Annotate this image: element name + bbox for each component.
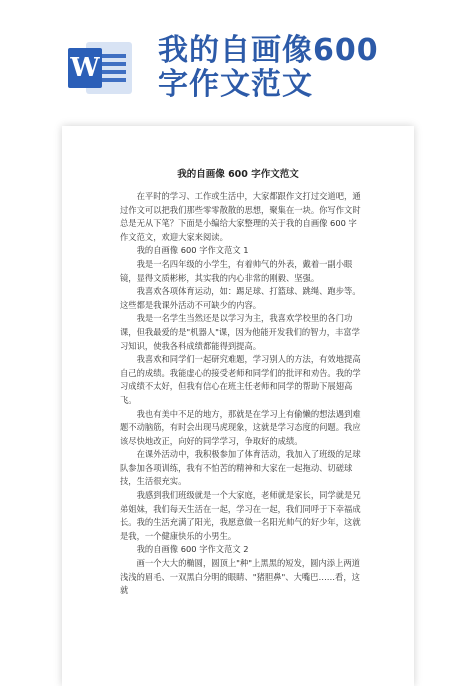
section-heading: 我的自画像 600 字作文范文 1 (136, 245, 249, 256)
paragraph: 我是一名学生当然还是以学习为主，我喜欢学校里的各门功课，但我最爱的是"机器人"课，因为他能开发我们的智力，丰富学习知识，使我各科成绩都能得到提高。 (120, 313, 360, 351)
document-title: 我的自画像 600 字作文范文 (177, 169, 299, 180)
word-icon-line (102, 78, 126, 82)
document-page (62, 126, 414, 686)
paragraph: 我也有美中不足的地方，那就是在学习上有偷懒的想法遇到难题不动脑筋，有时会出现马虎现象，这就是学习态度的问题。我应该尽快地改正，向好的同学学习，争取好的成绩。 (120, 408, 361, 446)
word-icon-line (102, 70, 126, 74)
document-body (120, 190, 364, 598)
paragraph: 我是一名四年级的小学生，有着帅气的外表，戴着一副小眼镜，显得文质彬彬，其实我的内心非常的刚毅、坚强。 (120, 258, 353, 283)
banner-title-line2: 字作文范文 (158, 67, 313, 102)
paragraph: 我喜欢各项体育运动，如：踢足球、打篮球、跳绳、跑步等。这些都是我课外活动不可缺少的内容。 (120, 286, 361, 310)
word-document-icon (68, 42, 132, 94)
word-icon-letter: W (68, 48, 102, 88)
banner (0, 0, 474, 120)
paragraph: 我喜欢和同学们一起研究难题，学习别人的方法，有效地提高自己的成绩。我能虚心的接受老师和同学们的批评和劝告。我的学习成绩不太好，但我有信心在班主任老师和同学的帮助下展翅高飞。 (120, 354, 361, 405)
section-heading: 我的自画像 600 字作文范文 2 (136, 544, 249, 555)
paragraph: 画一个大大的椭圆，圆顶上"种"上黑黑的短发，圆内添上两道浅浅的眉毛、一双黑白分明的眼睛、"猪胆鼻"、大嘴巴……看，这就 (120, 558, 360, 596)
banner-title (158, 34, 379, 102)
word-icon-line (102, 62, 126, 66)
banner-title-line1: 我的自画像600 (158, 33, 379, 68)
paragraph: 我感到我们班级就是一个大家庭，老师就是家长，同学就是兄弟姐妹，我们每天生活在一起，学习在一起，我们同呼于下幸福成长。我的生活充满了阳光，我愿意做一名阳光帅气的好少年，这就是我，一个健康快乐的小男生。 (120, 490, 361, 541)
word-icon-line (102, 54, 126, 58)
paragraph: 在平时的学习、工作或生活中，大家都跟作文打过交道吧，通过作文可以把我们那些零零散散的思想，聚集在一块。你写作文时总是无从下笔？下面是小编给大家整理的关于我的自画像 600 字作文范文，欢迎大家来阅读。 (120, 191, 361, 242)
paragraph: 在课外活动中，我积极参加了体育活动，我加入了班级的足球队参加各项训练，我有不怕苦的精神和大家在一起拖动、切磋球技，生活很充实。 (120, 449, 361, 487)
